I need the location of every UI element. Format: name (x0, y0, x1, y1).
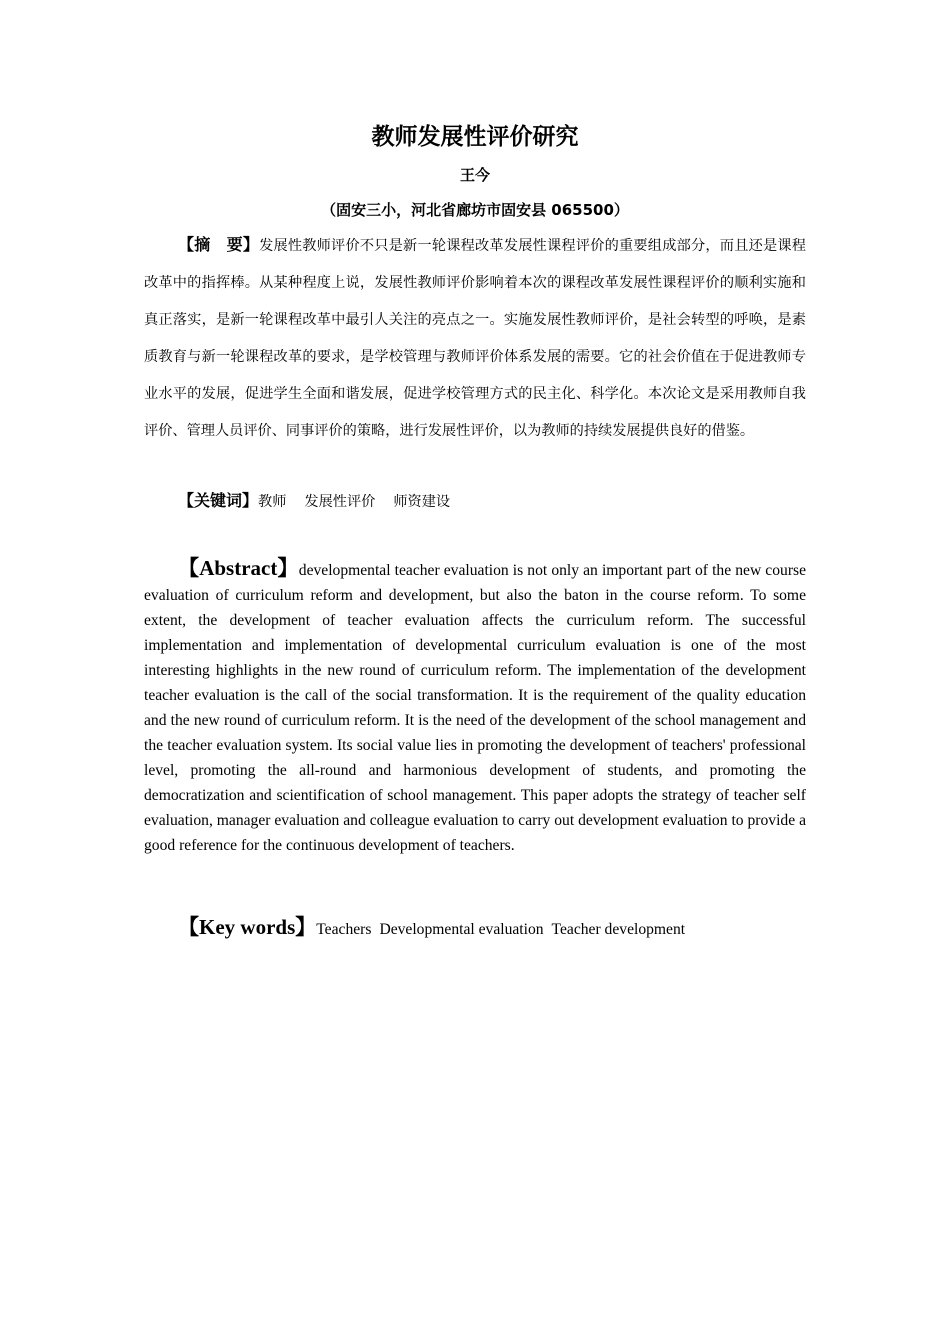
english-abstract-label (178, 556, 299, 580)
author-affiliation: （固安三小，河北省廊坊市固安县 065500） (321, 201, 629, 219)
chinese-abstract-label: 【摘 要】 (178, 235, 260, 254)
bracket-open: 【 (178, 915, 199, 939)
english-abstract (144, 556, 806, 858)
author-name: 王今 (459, 166, 490, 184)
chinese-abstract (144, 226, 806, 450)
chinese-keywords (178, 484, 806, 519)
english-keyword: Teacher development (551, 921, 686, 938)
chinese-keyword: 发展性评价 (304, 494, 376, 510)
bracket-close: 】 (277, 556, 299, 580)
paper-title: 教师发展性评价研究 (371, 124, 579, 150)
english-keyword: Teachers (316, 921, 372, 938)
chinese-keyword: 教师 (258, 494, 287, 510)
english-keywords (178, 913, 806, 944)
bracket-close: 】 (295, 915, 317, 939)
english-keyword: Developmental evaluation (379, 921, 544, 938)
chinese-keyword: 师资建设 (393, 494, 451, 510)
english-keywords-label (178, 915, 316, 939)
chinese-keywords-label: 【关键词】 (178, 491, 259, 510)
english-abstract-text: developmental teacher evaluation is not only an important part of the new course evaluation of curriculum reform and development, but also the baton in the course reform. To some extent, the development of teacher evaluation affects the curriculum reform. The successful implementation and implementation of developmental curriculum evaluation is one of the most interesting highlights in the new round of curriculum reform. The implementation of the development teacher evaluation is the call of the social transformation. It is the requirement of the quality education and the new round of curriculum reform. It is the need of the development of the school management and the teacher evaluation system. Its social value lies in promoting the development of teachers' professional level, promoting the all-round and harmonious development of students, and promoting the democratization and scientification of school management. This paper adopts the strategy of teacher self evaluation, manager evaluation and colleague evaluation to carry out development evaluation to provide a good reference for the continuous development of teachers. (144, 562, 807, 854)
bracket-open: 【 (178, 556, 200, 580)
chinese-abstract-text: 发展性教师评价不只是新一轮课程改革发展性课程评价的重要组成部分，而且还是课程改革中的指挥棒。从某种程度上说，发展性教师评价影响着本次的课程改革发展性课程评价的顺利实施和真正落实，是新一轮课程改革中最引人关注的亮点之一。实施发展性教师评价，是社会转型的呼唤，是素质教育与新一轮课程改革的要求，是学校管理与教师评价体系发展的需要。它的社会价值在于促进教师专业水平的发展，促进学生全面和谐发展，促进学校管理方式的民主化、科学化。本次论文是采用教师自我评价、管理人员评价、同事评价的策略，进行发展性评价，以为教师的持续发展提供良好的借鉴。 (144, 238, 806, 439)
abstract-heading: Abstract (199, 556, 278, 580)
keywords-heading: Key words (199, 915, 296, 939)
